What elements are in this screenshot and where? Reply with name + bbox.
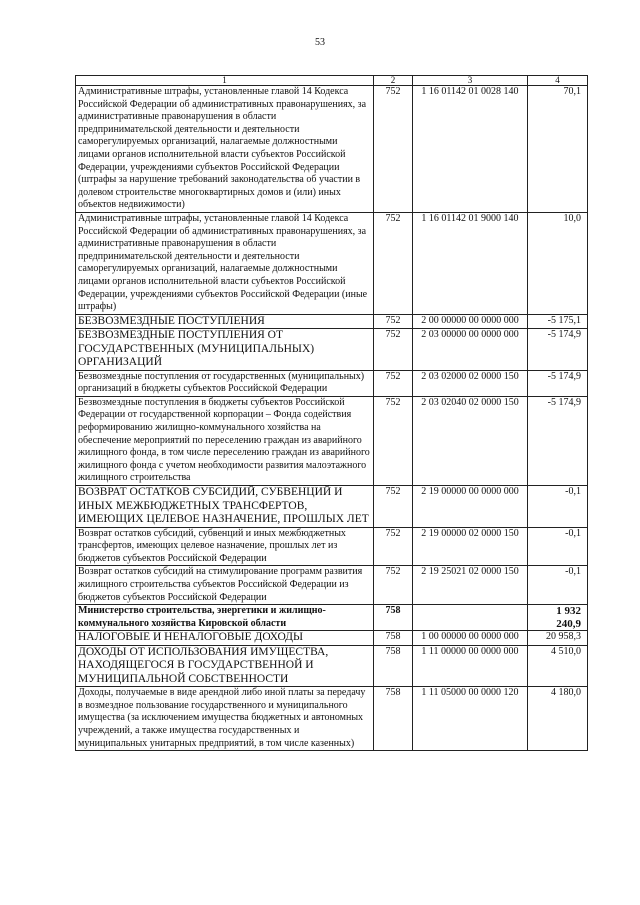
row-amount-cell: 1 932 240,9 — [528, 605, 588, 631]
row-amount-cell: -5 174,9 — [528, 370, 588, 396]
row-name-cell: ДОХОДЫ ОТ ИСПОЛЬЗОВАНИЯ ИМУЩЕСТВА, НАХОДЯЩЕГОСЯ В ГОСУДАРСТВЕННОЙ И МУНИЦИПАЛЬНОЙ СОБСТВЕННОСТИ — [76, 645, 374, 687]
row-kbk-cell: 2 03 02040 02 0000 150 — [413, 396, 528, 485]
column-header-2: 2 — [374, 76, 413, 86]
table-row — [76, 566, 588, 605]
row-code-cell: 752 — [374, 314, 413, 329]
table-row — [76, 527, 588, 566]
row-code-cell: 758 — [374, 631, 413, 646]
row-name-cell: БЕЗВОЗМЕЗДНЫЕ ПОСТУПЛЕНИЯ — [76, 314, 374, 329]
row-amount-cell: 70,1 — [528, 86, 588, 213]
row-name-cell: Министерство строительства, энергетики и жилищно-коммунального хозяйства Кировской области — [76, 605, 374, 631]
row-amount-cell: 20 958,3 — [528, 631, 588, 646]
row-kbk-cell: 1 16 01142 01 9000 140 — [413, 212, 528, 314]
row-amount-cell: -5 174,9 — [528, 396, 588, 485]
table-row — [76, 687, 588, 751]
table-row — [76, 212, 588, 314]
row-code-cell: 752 — [374, 527, 413, 566]
page-number: 53 — [315, 37, 325, 48]
column-header-1: 1 — [76, 76, 374, 86]
table-row — [76, 645, 588, 687]
row-kbk-cell: 2 19 00000 00 0000 000 — [413, 486, 528, 528]
row-name-cell: Административные штрафы, установленные главой 14 Кодекса Российской Федерации об административных правонарушениях, за административные правонарушения в области предпринимательской деятельности и деятельности саморегулируемых организаций, налагаемые должностными лицами органов исполнительной власти субъектов Российской Федерации, учреждениями субъектов Российской Федерации (штрафы за нарушение требований законодательства об участии в долевом строительстве многоквартирных домов и (или) иных объектов недвижимости) — [76, 86, 374, 213]
row-amount-cell: -0,1 — [528, 486, 588, 528]
column-header-4: 4 — [528, 76, 588, 86]
table-row — [76, 329, 588, 371]
row-amount-cell: 4 510,0 — [528, 645, 588, 687]
row-amount-cell: -0,1 — [528, 566, 588, 605]
row-kbk-cell: 1 00 00000 00 0000 000 — [413, 631, 528, 646]
row-kbk-cell: 2 19 00000 02 0000 150 — [413, 527, 528, 566]
row-kbk-cell — [413, 605, 528, 631]
row-code-cell: 752 — [374, 86, 413, 213]
row-amount-cell: -0,1 — [528, 527, 588, 566]
row-name-cell: Возврат остатков субсидий, субвенций и иных межбюджетных трансфертов, имеющих целевое назначение, прошлых лет из бюджетов субъектов Российской Федерации — [76, 527, 374, 566]
table-header-row — [76, 76, 588, 86]
table-row — [76, 314, 588, 329]
row-name-cell: ВОЗВРАТ ОСТАТКОВ СУБСИДИЙ, СУБВЕНЦИЙ И ИНЫХ МЕЖБЮДЖЕТНЫХ ТРАНСФЕРТОВ, ИМЕЮЩИХ ЦЕЛЕВОЕ НАЗНАЧЕНИЕ, ПРОШЛЫХ ЛЕТ — [76, 486, 374, 528]
row-code-cell: 752 — [374, 486, 413, 528]
row-name-cell: НАЛОГОВЫЕ И НЕНАЛОГОВЫЕ ДОХОДЫ — [76, 631, 374, 646]
row-code-cell: 758 — [374, 645, 413, 687]
row-code-cell: 752 — [374, 370, 413, 396]
column-header-3: 3 — [413, 76, 528, 86]
row-code-cell: 752 — [374, 396, 413, 485]
row-amount-cell: 4 180,0 — [528, 687, 588, 751]
row-kbk-cell: 2 00 00000 00 0000 000 — [413, 314, 528, 329]
row-name-cell: Административные штрафы, установленные главой 14 Кодекса Российской Федерации об административных правонарушениях, за административные правонарушения в области предпринимательской деятельности и деятельности саморегулируемых организаций, налагаемые должностными лицами органов исполнительной власти субъектов Российской Федерации, учреждениями субъектов Российской Федерации (иные штрафы) — [76, 212, 374, 314]
row-name-cell: БЕЗВОЗМЕЗДНЫЕ ПОСТУПЛЕНИЯ ОТ ГОСУДАРСТВЕННЫХ (МУНИЦИПАЛЬНЫХ) ОРГАНИЗАЦИЙ — [76, 329, 374, 371]
table-row — [76, 86, 588, 213]
table-row — [76, 631, 588, 646]
row-kbk-cell: 1 11 05000 00 0000 120 — [413, 687, 528, 751]
row-kbk-cell: 2 03 00000 00 0000 000 — [413, 329, 528, 371]
row-name-cell: Безвозмездные поступления от государственных (муниципальных) организаций в бюджеты субъектов Российской Федерации — [76, 370, 374, 396]
row-kbk-cell: 2 19 25021 02 0000 150 — [413, 566, 528, 605]
row-kbk-cell: 2 03 02000 02 0000 150 — [413, 370, 528, 396]
row-name-cell: Доходы, получаемые в виде арендной либо иной платы за передачу в возмездное пользование государственного и муниципального имущества (за исключением имущества бюджетных и автономных учреждений, а также имущества государственных и муниципальных унитарных предприятий, в том числе казенных) — [76, 687, 374, 751]
row-amount-cell: -5 174,9 — [528, 329, 588, 371]
row-kbk-cell: 1 11 00000 00 0000 000 — [413, 645, 528, 687]
table-row — [76, 396, 588, 485]
row-kbk-cell: 1 16 01142 01 0028 140 — [413, 86, 528, 213]
row-name-cell: Безвозмездные поступления в бюджеты субъектов Российской Федерации от государственной корпорации – Фонда содействия реформированию жилищно-коммунального хозяйства на обеспечение мероприятий по переселению граждан из аварийного жилищного фонда, в том числе переселению граждан из аварийного жилищного фонда с учетом необходимости развития малоэтажного жилищного строительства — [76, 396, 374, 485]
table-row — [76, 370, 588, 396]
row-code-cell: 752 — [374, 329, 413, 371]
row-code-cell: 758 — [374, 687, 413, 751]
row-amount-cell: -5 175,1 — [528, 314, 588, 329]
table-row — [76, 486, 588, 528]
row-amount-cell: 10,0 — [528, 212, 588, 314]
revenue-table — [75, 75, 588, 751]
row-name-cell: Возврат остатков субсидий на стимулирование программ развития жилищного строительства субъектов Российской Федерации из бюджетов субъектов Российской Федерации — [76, 566, 374, 605]
row-code-cell: 758 — [374, 605, 413, 631]
row-code-cell: 752 — [374, 566, 413, 605]
table-row — [76, 605, 588, 631]
row-code-cell: 752 — [374, 212, 413, 314]
